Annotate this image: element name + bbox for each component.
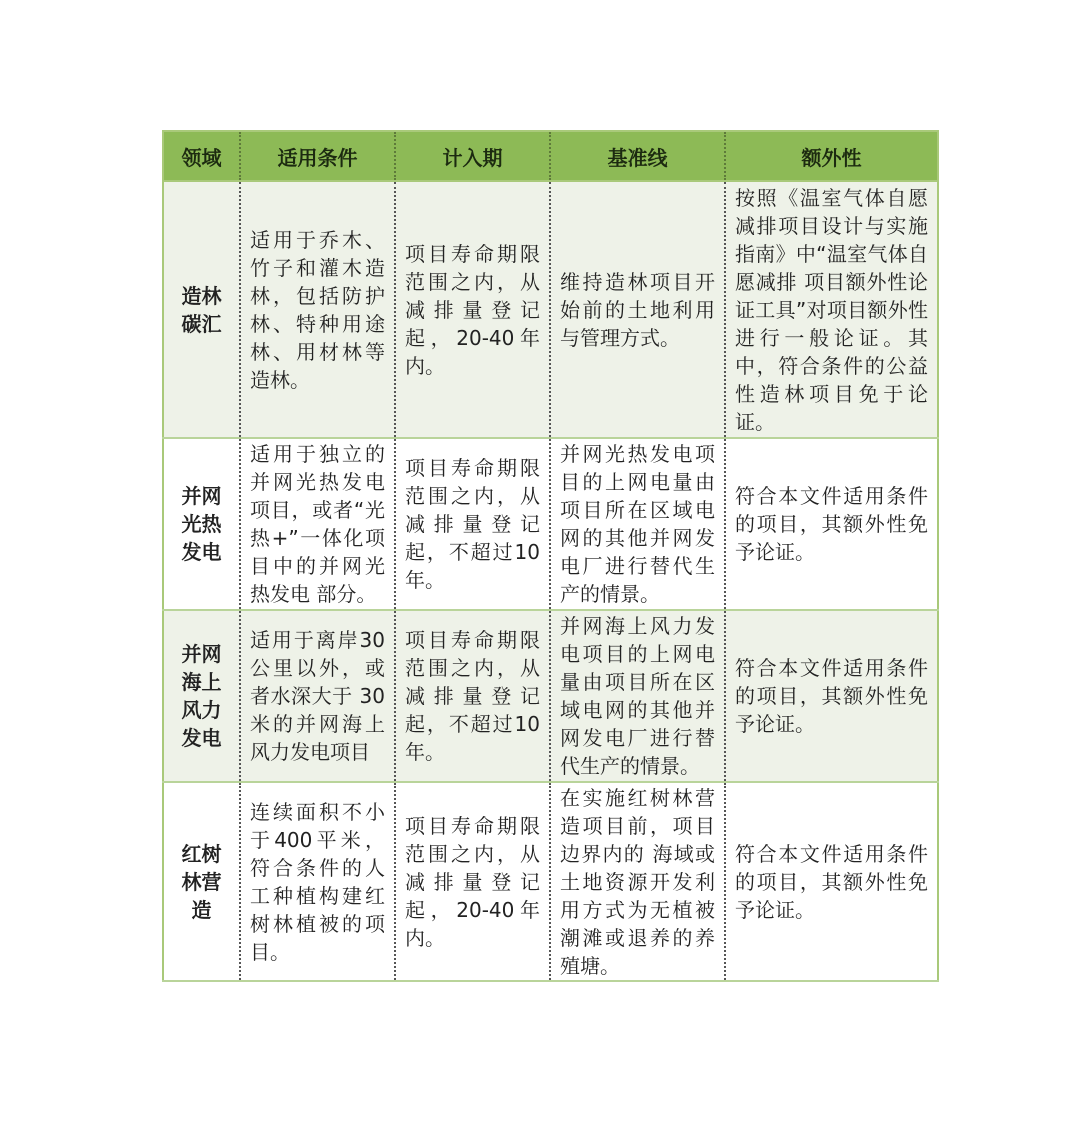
- additionality-cell: 符合本文件适用条件的项目，其额外性免予论证。: [725, 782, 938, 981]
- baseline-cell: 并网光热发电项目的上网电量由项目所在区域电网的其他并网发电厂进行替代生产的情景。: [550, 438, 725, 610]
- conditions-cell: 适用于独立的并网光热发电项目，或者“光热+”一体化项目中的并网光热发电 部分。: [240, 438, 395, 610]
- baseline-cell: 在实施红树林营造项目前，项目边界内的 海域或土地资源开发利用方式为无植被潮滩或退养的养殖塘。: [550, 782, 725, 981]
- additionality-cell: 符合本文件适用条件的项目，其额外性免予论证。: [725, 438, 938, 610]
- period-cell: 项目寿命期限范围之内，从减排量登记起，20-40年内。: [395, 782, 550, 981]
- header-row: [163, 131, 938, 181]
- domain-cell: 造林 碳汇: [163, 181, 240, 438]
- header-domain: 领域: [163, 131, 240, 181]
- methodology-table: [162, 130, 939, 982]
- table-row: [163, 610, 938, 782]
- table-row: [163, 438, 938, 610]
- conditions-cell: 适用于乔木、竹子和灌木造林，包括防护林、特种用途林、用材林等造林。: [240, 181, 395, 438]
- additionality-cell: 按照《温室气体自愿减排项目设计与实施指南》中“温室气体自愿减排 项目额外性论证工具”对项目额外性进行一般论证。其中，符合条件的公益性造林项目免于论证。: [725, 181, 938, 438]
- period-cell: 项目寿命期限范围之内，从减排量登记起，不超过10年。: [395, 438, 550, 610]
- additionality-cell: 符合本文件适用条件的项目，其额外性免予论证。: [725, 610, 938, 782]
- baseline-cell: 并网海上风力发电项目的上网电量由项目所在区域电网的其他并网发电厂进行替代生产的情景。: [550, 610, 725, 782]
- header-conditions: 适用条件: [240, 131, 395, 181]
- header-baseline: 基准线: [550, 131, 725, 181]
- table-header: [163, 131, 938, 181]
- domain-cell: 并网 光热 发电: [163, 438, 240, 610]
- conditions-cell: 连续面积不小于400平米，符合条件的人工种植构建红树林植被的项目。: [240, 782, 395, 981]
- header-period: 计入期: [395, 131, 550, 181]
- table-body: [163, 181, 938, 981]
- methodology-table-container: [162, 130, 937, 982]
- period-cell: 项目寿命期限范围之内，从减排量登记起，20-40年内。: [395, 181, 550, 438]
- domain-cell: 并网 海上 风力 发电: [163, 610, 240, 782]
- conditions-cell: 适用于离岸30 公里以外，或者水深大于 30 米的并网海上风力发电项目: [240, 610, 395, 782]
- table-row: [163, 181, 938, 438]
- baseline-cell: 维持造林项目开始前的土地利用与管理方式。: [550, 181, 725, 438]
- domain-cell: 红树 林营 造: [163, 782, 240, 981]
- period-cell: 项目寿命期限范围之内，从减排量登记起，不超过10年。: [395, 610, 550, 782]
- table-row: [163, 782, 938, 981]
- header-additionality: 额外性: [725, 131, 938, 181]
